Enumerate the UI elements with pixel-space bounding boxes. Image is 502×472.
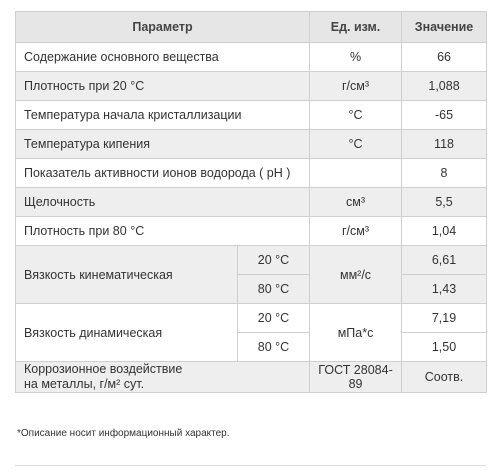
kinematic-value-80: 1,43 xyxy=(402,275,487,304)
dynamic-temp-20: 20 °С xyxy=(238,304,310,333)
row-unit: г/см³ xyxy=(310,217,402,246)
row-param: Содержание основного вещества xyxy=(16,43,310,72)
dynamic-value-80: 1,50 xyxy=(402,333,487,362)
kinematic-temp-20: 20 °С xyxy=(238,246,310,275)
kinematic-temp-80: 80 °С xyxy=(238,275,310,304)
table-row xyxy=(16,130,487,159)
corrosion-value: Соотв. xyxy=(402,362,487,393)
row-unit xyxy=(310,159,402,188)
row-value: 118 xyxy=(402,130,487,159)
table-row-kinematic-20 xyxy=(16,246,487,275)
table-row xyxy=(16,217,487,246)
corrosion-label-line1: Коррозионное воздействие xyxy=(24,362,183,376)
spec-table xyxy=(15,11,487,393)
table-row-corrosion xyxy=(16,362,487,393)
row-value: -65 xyxy=(402,101,487,130)
row-value: 1,088 xyxy=(402,72,487,101)
table-row xyxy=(16,101,487,130)
row-unit: г/см³ xyxy=(310,72,402,101)
corrosion-label xyxy=(16,362,310,393)
row-param: Щелочность xyxy=(16,188,310,217)
row-unit: °С xyxy=(310,130,402,159)
header-param: Параметр xyxy=(16,12,310,43)
row-param: Плотность при 80 °С xyxy=(16,217,310,246)
row-param: Плотность при 20 °С xyxy=(16,72,310,101)
row-value: 8 xyxy=(402,159,487,188)
row-unit: см³ xyxy=(310,188,402,217)
footnote: *Описание носит информационный характер. xyxy=(17,428,230,439)
header-value: Значение xyxy=(402,12,487,43)
row-param: Температура кипения xyxy=(16,130,310,159)
table-row xyxy=(16,72,487,101)
row-param: Температура начала кристаллизации xyxy=(16,101,310,130)
corrosion-label-line2: на металлы, г/м² сут. xyxy=(24,377,145,391)
dynamic-unit: мПа*с xyxy=(310,304,402,362)
row-value: 66 xyxy=(402,43,487,72)
corrosion-unit: ГОСТ 28084-89 xyxy=(310,362,402,393)
kinematic-value-20: 6,61 xyxy=(402,246,487,275)
row-value: 1,04 xyxy=(402,217,487,246)
row-param: Показатель активности ионов водорода ( pH ) xyxy=(16,159,310,188)
dynamic-value-20: 7,19 xyxy=(402,304,487,333)
dynamic-viscosity-label: Вязкость динамическая xyxy=(16,304,238,362)
table-row-dynamic-20 xyxy=(16,304,487,333)
kinematic-viscosity-label: Вязкость кинематическая xyxy=(16,246,238,304)
row-unit: % xyxy=(310,43,402,72)
row-unit: °С xyxy=(310,101,402,130)
kinematic-unit: мм²/с xyxy=(310,246,402,304)
table-row xyxy=(16,188,487,217)
table-row xyxy=(16,43,487,72)
divider xyxy=(15,465,486,466)
header-unit: Ед. изм. xyxy=(310,12,402,43)
table-row xyxy=(16,159,487,188)
row-value: 5,5 xyxy=(402,188,487,217)
dynamic-temp-80: 80 °С xyxy=(238,333,310,362)
table-header-row xyxy=(16,12,487,43)
